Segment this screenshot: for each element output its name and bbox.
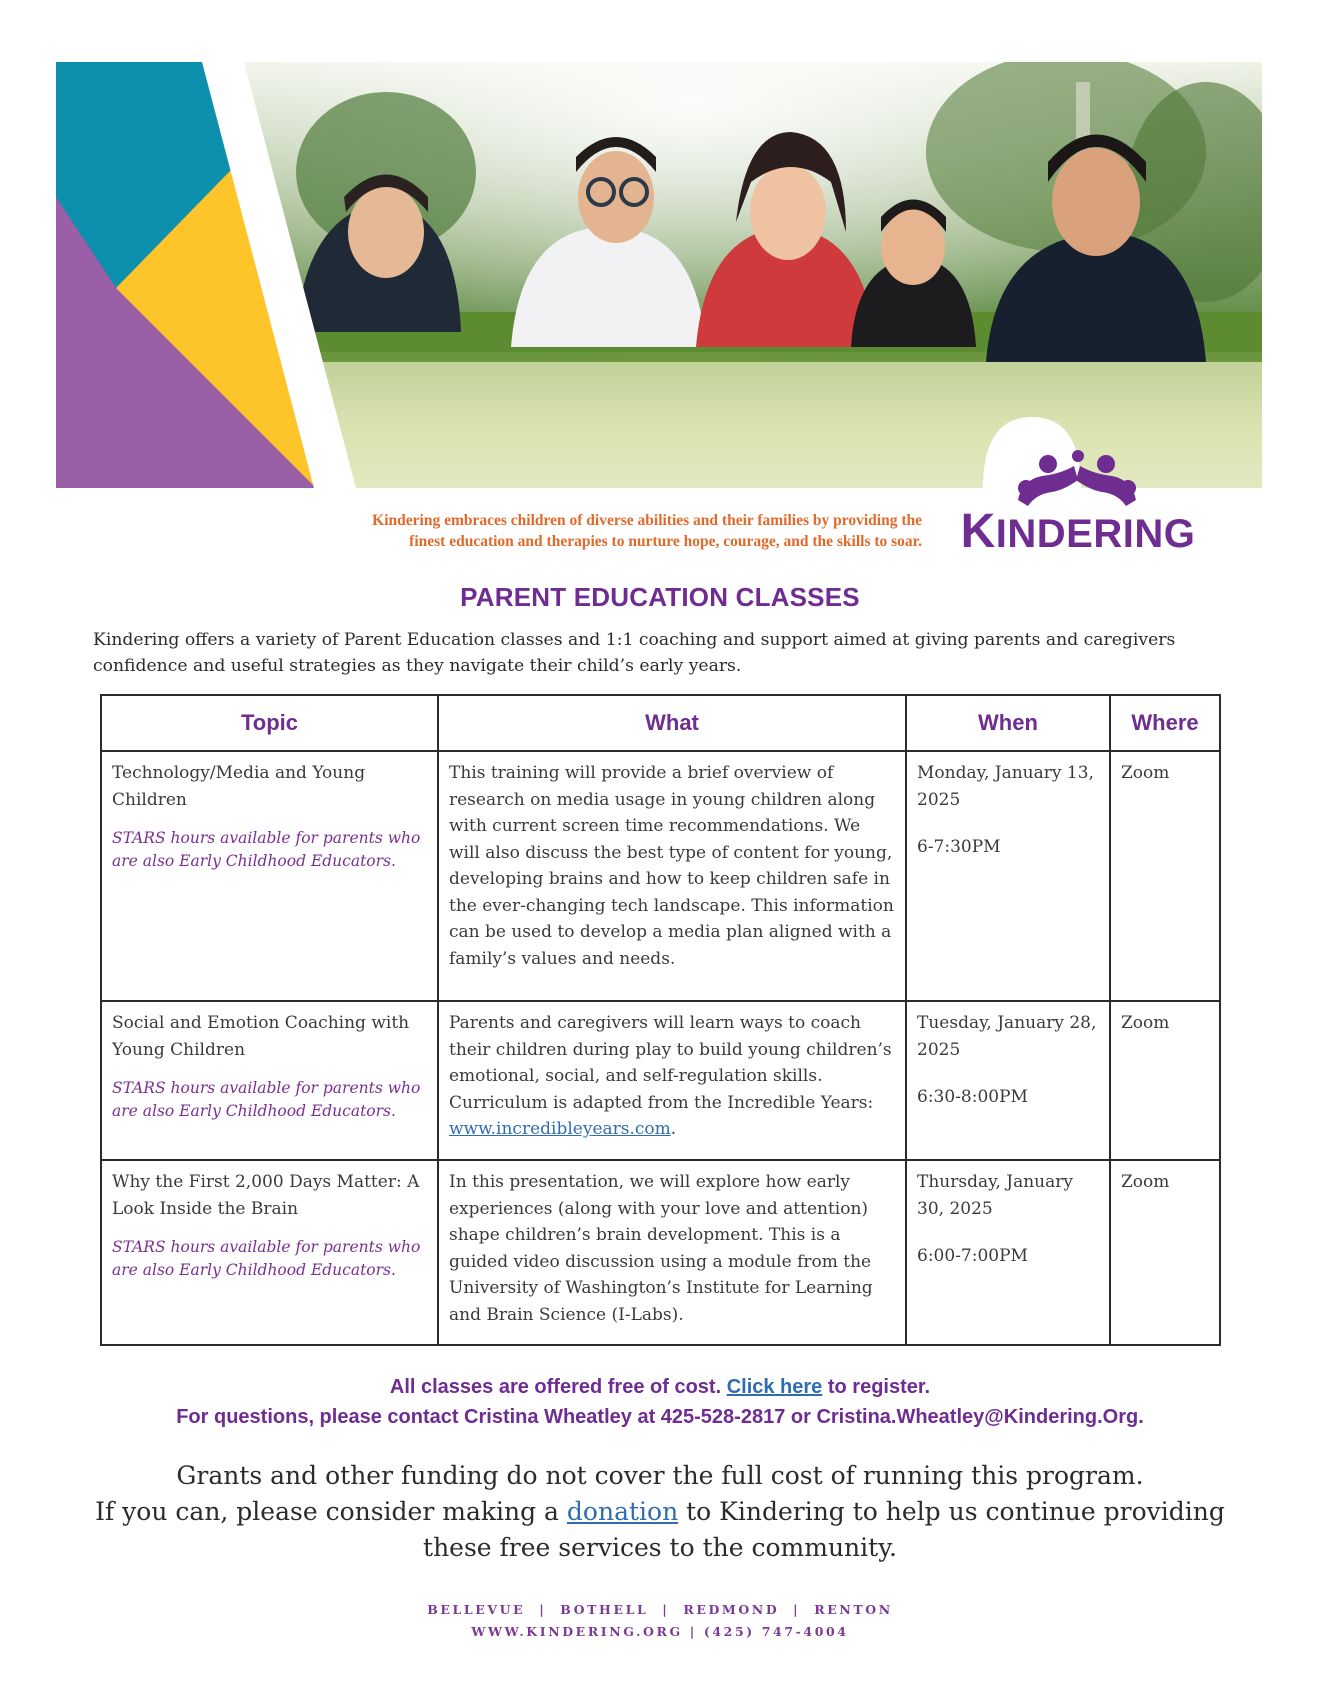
header-when: When [906,695,1110,751]
funding-line-1: Grants and other funding do not cover the full cost of running this program. [176,1461,1144,1490]
topic-title: Technology/Media and Young Children [112,763,366,810]
stars-note: STARS hours available for parents who are also Early Childhood Educators. [112,1238,421,1279]
where-cell: Zoom [1110,1001,1220,1160]
where-cell: Zoom [1110,1160,1220,1345]
table-header-row [101,695,1220,751]
when-time: 6-7:30PM [917,837,1001,857]
when-cell [906,1001,1110,1160]
footer-locations: BELLEVUE | BOTHELL | REDMOND | RENTON [427,1602,893,1617]
what-text: Parents and caregivers will learn ways to coach their children during play to build young children’s emotional, social, and self-regulation skills. Curriculum is adapted from the Incredible Years: [449,1013,892,1113]
table-row [101,1001,1220,1160]
funding-line-2 [0,1494,1320,1530]
table-row [101,1160,1220,1345]
when-date: Monday, January 13, 2025 [917,763,1094,810]
when-cell [906,751,1110,1001]
page-title: PARENT EDUCATION CLASSES [460,582,860,612]
hero-banner [56,62,1262,488]
when-time: 6:30-8:00PM [917,1087,1028,1107]
topic-title: Social and Emotion Coaching with Young Children [112,1013,410,1060]
registration-cta [0,1372,1320,1432]
when-cell [906,1160,1110,1345]
footer-contact: WWW.KINDERING.ORG | (425) 747-4004 [471,1624,849,1639]
when-date: Tuesday, January 28, 2025 [917,1013,1097,1060]
table-row [101,751,1220,1001]
funding-note [0,1458,1320,1566]
cta-prefix: All classes are offered free of cost. [389,1376,727,1398]
what-cell: In this presentation, we will explore how early experiences (along with your love and attention) shape children’s brain development. This is a guided video discussion using a module from the University of Washington’s Institute for Learning and Brain Science (I-Labs). [438,1160,906,1345]
when-date: Thursday, January 30, 2025 [917,1172,1073,1219]
tagline-line-1: Kindering embraces children of diverse abilities and their families by providing the [372,512,922,529]
funding-suffix: to Kindering to help us continue providing [678,1497,1225,1526]
kindering-people-arch-icon [1012,450,1142,510]
header-topic: Topic [101,695,438,751]
topic-cell [101,1160,438,1345]
cta-suffix: to register. [822,1376,931,1398]
stars-note: STARS hours available for parents who are also Early Childhood Educators. [112,1079,421,1120]
register-link[interactable]: Click here [726,1376,823,1398]
header-what: What [438,695,906,751]
intro-paragraph: Kindering offers a variety of Parent Education classes and 1:1 coaching and support aimed at giving parents and caregivers confidence and useful strategies as they navigate their child’s early years. [93,630,1176,676]
where-cell: Zoom [1110,751,1220,1001]
topic-title: Why the First 2,000 Days Matter: A Look Inside the Brain [112,1172,420,1219]
hero-photo [56,62,1262,488]
donation-link[interactable]: donation [566,1497,679,1526]
incredible-years-link[interactable]: www.incredibleyears.com [449,1119,671,1139]
footer [0,1599,1320,1643]
classes-table [100,694,1221,1346]
topic-cell [101,751,438,1001]
contact-line: For questions, please contact Cristina Wheatley at 425-528-2817 or Cristina.Wheatley@Kindering.Org. [176,1406,1144,1428]
tagline-line-2: finest education and therapies to nurture hope, courage, and the skills to soar. [409,533,922,550]
header-where: Where [1110,695,1220,751]
funding-line-3: these free services to the community. [423,1533,897,1562]
what-cell: This training will provide a brief overview of research on media usage in young children along with current screen time recommendations. We will also discuss the best type of content for young, developing brains and how to keep children safe in the ever-changing tech landscape. This information can be used to develop a media plan aligned with a family’s values and needs. [438,751,906,1001]
funding-prefix: If you can, please consider making a [95,1497,567,1526]
when-time: 6:00-7:00PM [917,1246,1028,1266]
kindering-wordmark: KINDERING [960,505,1196,558]
kindering-logo[interactable] [960,450,1196,558]
what-cell [438,1001,906,1160]
stars-note: STARS hours available for parents who are also Early Childhood Educators. [112,829,421,870]
what-suffix: . [670,1119,677,1139]
topic-cell [101,1001,438,1160]
tagline [220,510,922,552]
cta-line-1 [0,1372,1320,1402]
